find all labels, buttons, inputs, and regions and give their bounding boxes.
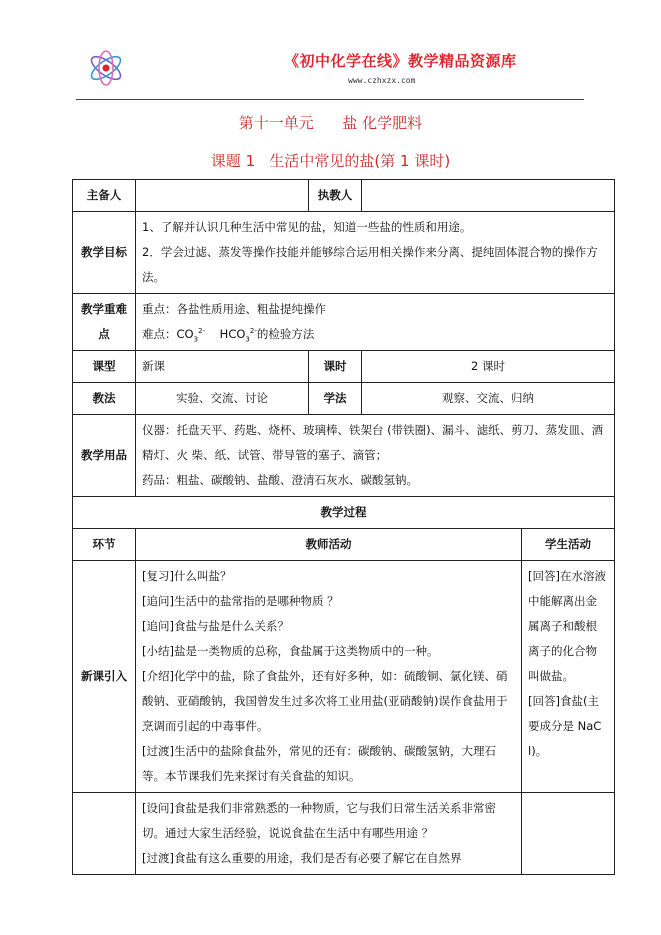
learning-label: 学法 [309,383,362,415]
objective-item: 2．学会过滤、蒸发等操作技能并能够综合运用相关操作来分离、提纯固体混合物的操作方法。 [142,245,598,284]
lesson-title: 课题 1 生活中常见的盐(第 1 课时) [210,152,451,170]
teacher-line: [追问]食盐与盐是什么关系？ [142,619,289,633]
unit-title: 第十一单元 盐 化学肥料 [238,114,423,132]
next-stage-label [73,793,136,875]
table-row [73,561,615,793]
process-title: 教学过程 [73,497,615,529]
hours-label: 课时 [309,351,362,383]
teacher-line: [复习]什么叫盐？ [142,569,232,583]
student-line: [回答]在水溶液中能解离出金属离子和酸根离子的化合物叫做盐。 [528,569,606,683]
teacher-line: [设问]食盐是我们非常熟悉的一种物质，它与我们日常生活关系非常密切。通过大家生活经验，说说食盐在生活中有哪些用途 ？ [142,801,496,840]
header-divider [76,99,584,100]
molecule-logo-icon [86,48,126,88]
intro-student-activity [522,561,615,793]
method-label: 教法 [73,383,136,415]
instruments-list: 仪器：托盘天平、药匙、烧杯、玻璃棒、铁架台 (带铁圈)、漏斗、滤纸、剪刀、蒸发皿、酒精灯、火 柴、纸、试管、带导管的塞子、滴管； [142,423,604,462]
table-row [73,180,615,212]
column-header-stage: 环节 [73,529,136,561]
bicarbonate-superscript: 2- [249,327,257,336]
bicarbonate-subscript: 3 [245,335,250,344]
next-teacher-activity [136,793,522,875]
intro-stage-label: 新课引入 [73,561,136,793]
key-point: 重点：各盐性质用途、粗盐提纯操作 [142,302,326,316]
objectives-label: 教学目标 [73,212,136,294]
table-row [73,383,615,415]
supplies-content [136,415,615,497]
table-row [73,351,615,383]
objectives-content [136,212,615,294]
reagents-list: 药品：粗盐、碳酸钠、盐酸、澄清石灰水、碳酸氢钠。 [142,473,418,487]
teacher-line: [过渡]食盐有这么重要的用途，我们是否有必要了解它在自然界 [142,851,462,865]
bicarbonate-ion: HCO [219,327,246,341]
difficulty-point [142,322,608,347]
carbonate-superscript: 2- [198,327,206,336]
header-banner [76,42,584,98]
brand-title: 《初中化学在线》教学精品资源库 [284,52,517,70]
difficulty-suffix: 的检验方法 [256,327,315,341]
table-row [73,529,615,561]
teacher-value [362,180,615,212]
objective-item: 1、了解并认识几种生活中常见的盐，知道一些盐的性质和用途。 [142,220,472,234]
hours-value: 2 课时 [362,351,615,383]
carbonate-subscript: 3 [193,335,199,344]
next-student-activity [522,793,615,875]
lesson-type-label: 课型 [73,351,136,383]
table-row [73,415,615,497]
teacher-line: [介绍]化学中的盐，除了食盐外，还有好多种，如：硫酸铜、氯化镁、硝酸钠、亚硝酸钠，我国曾发生过多次将工业用盐(亚硝酸钠)误作食盐用于烹调而引起的中毒事件。 [142,669,508,733]
teacher-label: 执教人 [309,180,362,212]
lesson-plan-table [72,179,615,875]
table-row [73,497,615,529]
preparer-value [136,180,309,212]
table-row [73,212,615,294]
difficulty-prefix: 难点： [142,327,177,341]
teacher-line: [过渡]生活中的盐除食盐外，常见的还有：碳酸钠、碳酸氢钠，大理石等。本节课我们先来探讨有关食盐的知识。 [142,744,496,783]
method-value: 实验、交流、讨论 [136,383,309,415]
table-row [73,793,615,875]
keypoints-content [136,294,615,351]
intro-teacher-activity [136,561,522,793]
keypoints-label: 教学重难点 [73,294,136,351]
brand-url[interactable]: www.czhxzx.com [348,76,416,85]
table-row [73,294,615,351]
carbonate-ion: CO [176,327,194,341]
column-header-student: 学生活动 [522,529,615,561]
learning-value: 观察、交流、归纳 [362,383,615,415]
column-header-teacher: 教师活动 [136,529,522,561]
supplies-label: 教学用品 [73,415,136,497]
teacher-line: [小结]盐是一类物质的总称，食盐属于这类物质中的一种。 [142,644,439,658]
student-line: [回答]食盐(主要成分是 NaCl)。 [528,694,602,758]
lesson-type-value: 新课 [136,351,309,383]
teacher-line: [追问]生活中的盐常指的是哪种物质 ？ [142,594,339,608]
preparer-label: 主备人 [73,180,136,212]
